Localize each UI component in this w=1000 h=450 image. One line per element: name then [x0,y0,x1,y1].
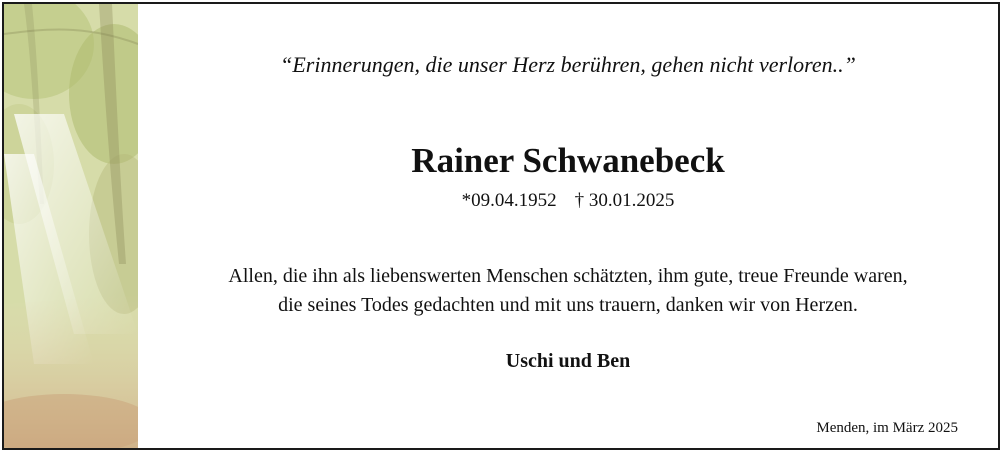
deceased-name: Rainer Schwanebeck [411,141,725,180]
forest-sunbeam-image [4,4,138,448]
place-and-date: Menden, im März 2025 [816,420,958,436]
life-dates [138,190,998,212]
death-date: † 30.01.2025 [574,190,675,211]
signers: Uschi und Ben [505,350,631,372]
memorial-quote: “Erinnerungen, die unser Herz berühren, gehen nicht verloren..” [280,52,856,77]
thank-you-message [138,262,998,320]
message-line: Allen, die ihn als liebenswerten Menschen schätzten, ihm gute, treue Freunde waren, [228,265,908,287]
obituary-notice [2,2,1000,450]
message-line: die seines Todes gedachten und mit uns trauern, danken wir von Herzen. [278,294,858,316]
birth-date: *09.04.1952 [461,190,557,211]
